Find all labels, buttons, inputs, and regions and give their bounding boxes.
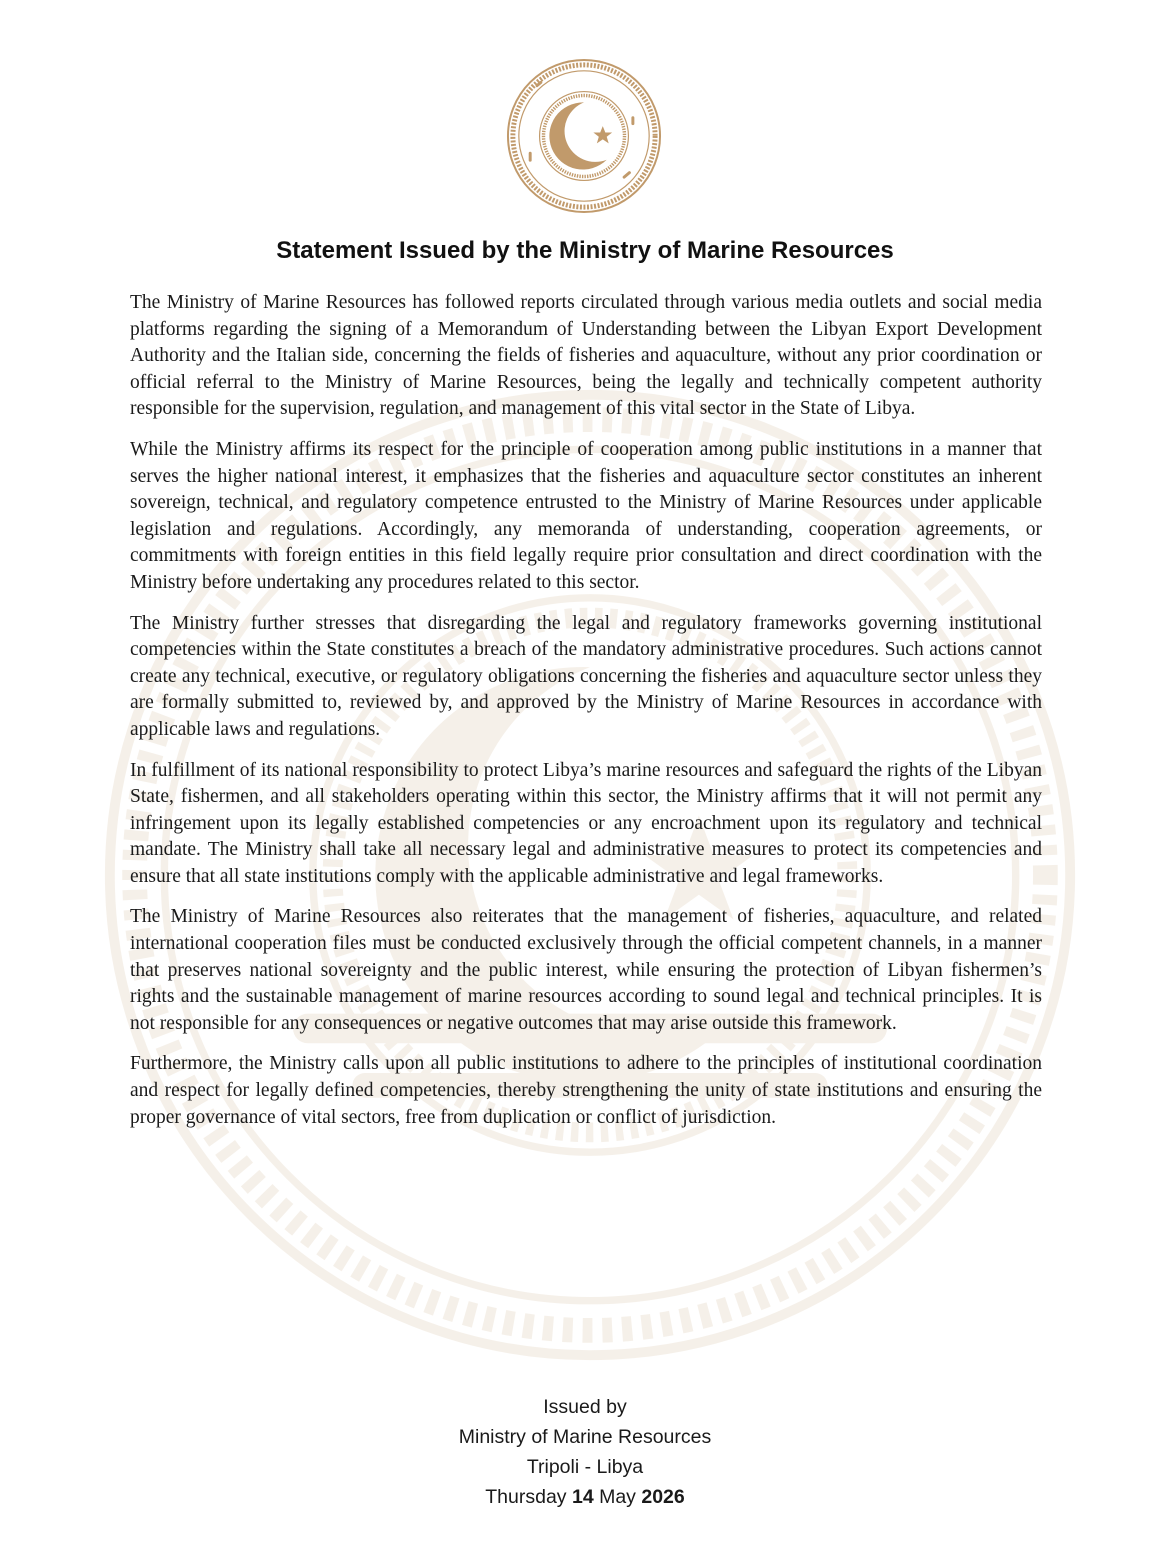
issue-location: Tripoli - Libya: [526, 1456, 644, 1478]
paragraph-4: In fulfillment of its national responsibility to protect Libya’s marine resources and safeguard the rights of the Libyan State, fishermen, and all stakeholders operating within this sector, the Ministry affirms that it will not permit any infringement upon its legally established competencies or any encroachment upon its regulatory and technical mandate. The Ministry shall take all necessary legal and administrative measures to protect its competencies and ensure that all state institutions comply with the applicable administrative and legal frameworks.: [130, 759, 1042, 887]
paragraph-5: The Ministry of Marine Resources also reiterates that the management of fisheries, aquaculture, and related international cooperation files must be conducted exclusively through the official competent channels, in a manner that preserves national sovereignty and the public interest, while ensuring the protection of Libyan fishermen’s rights and the sustainable management of marine resources according to sound legal and technical principles. It is not responsible for any consequences or negative outcomes that may arise outside this framework.: [130, 906, 1042, 1034]
date-month: May: [599, 1486, 636, 1508]
page-title: Statement Issued by the Ministry of Marine Resources: [276, 237, 894, 264]
ministry-emblem-icon: [505, 57, 663, 215]
signature-block: [0, 1392, 1170, 1512]
paragraph-3: The Ministry further stresses that disregarding the legal and regulatory frameworks governing institutional competencies within the State constitutes a breach of the mandatory administrative procedures. Such actions cannot create any technical, executive, or regulatory obligations concerning the fisheries and aquaculture sector unless they are formally submitted to, reviewed by, and approved by the Ministry of Marine Resources in accordance with applicable laws and regulations.: [130, 612, 1042, 740]
paragraph-6: Furthermore, the Ministry calls upon all public institutions to adhere to the principles of institutional coordination and respect for legally defined competencies, thereby strengthening the unity of state institutions and ensuring the proper governance of vital sectors, free from duplication or conflict of jurisdiction.: [130, 1053, 1042, 1128]
issuer-name: Ministry of Marine Resources: [458, 1426, 712, 1448]
statement-body: [130, 290, 1042, 1145]
date-weekday: Thursday: [485, 1486, 567, 1508]
date-day: 14: [571, 1486, 594, 1508]
issued-by-label: Issued by: [543, 1396, 627, 1418]
date-year: 2026: [641, 1486, 685, 1508]
paragraph-2: While the Ministry affirms its respect for the principle of cooperation among public institutions in a manner that serves the higher national interest, it emphasizes that the fisheries and aquaculture sector constitutes an inherent sovereign, technical, and regulatory competence entrusted to the Ministry of Marine Resources under applicable legislation and regulations. Accordingly, any memoranda of understanding, cooperation agreements, or commitments with foreign entities in this field legally require prior consultation and direct coordination with the Ministry before undertaking any procedures related to this sector.: [130, 438, 1042, 593]
paragraph-1: The Ministry of Marine Resources has followed reports circulated through various media outlets and social media platforms regarding the signing of a Memorandum of Understanding between the Libyan Export Development Authority and the Italian side, concerning the fields of fisheries and aquaculture, without any prior coordination or official referral to the Ministry of Marine Resources, being the legally and technically competent authority responsible for the supervision, regulation, and management of this vital sector in the State of Libya.: [130, 292, 1042, 420]
issue-date: [0, 1482, 1170, 1512]
